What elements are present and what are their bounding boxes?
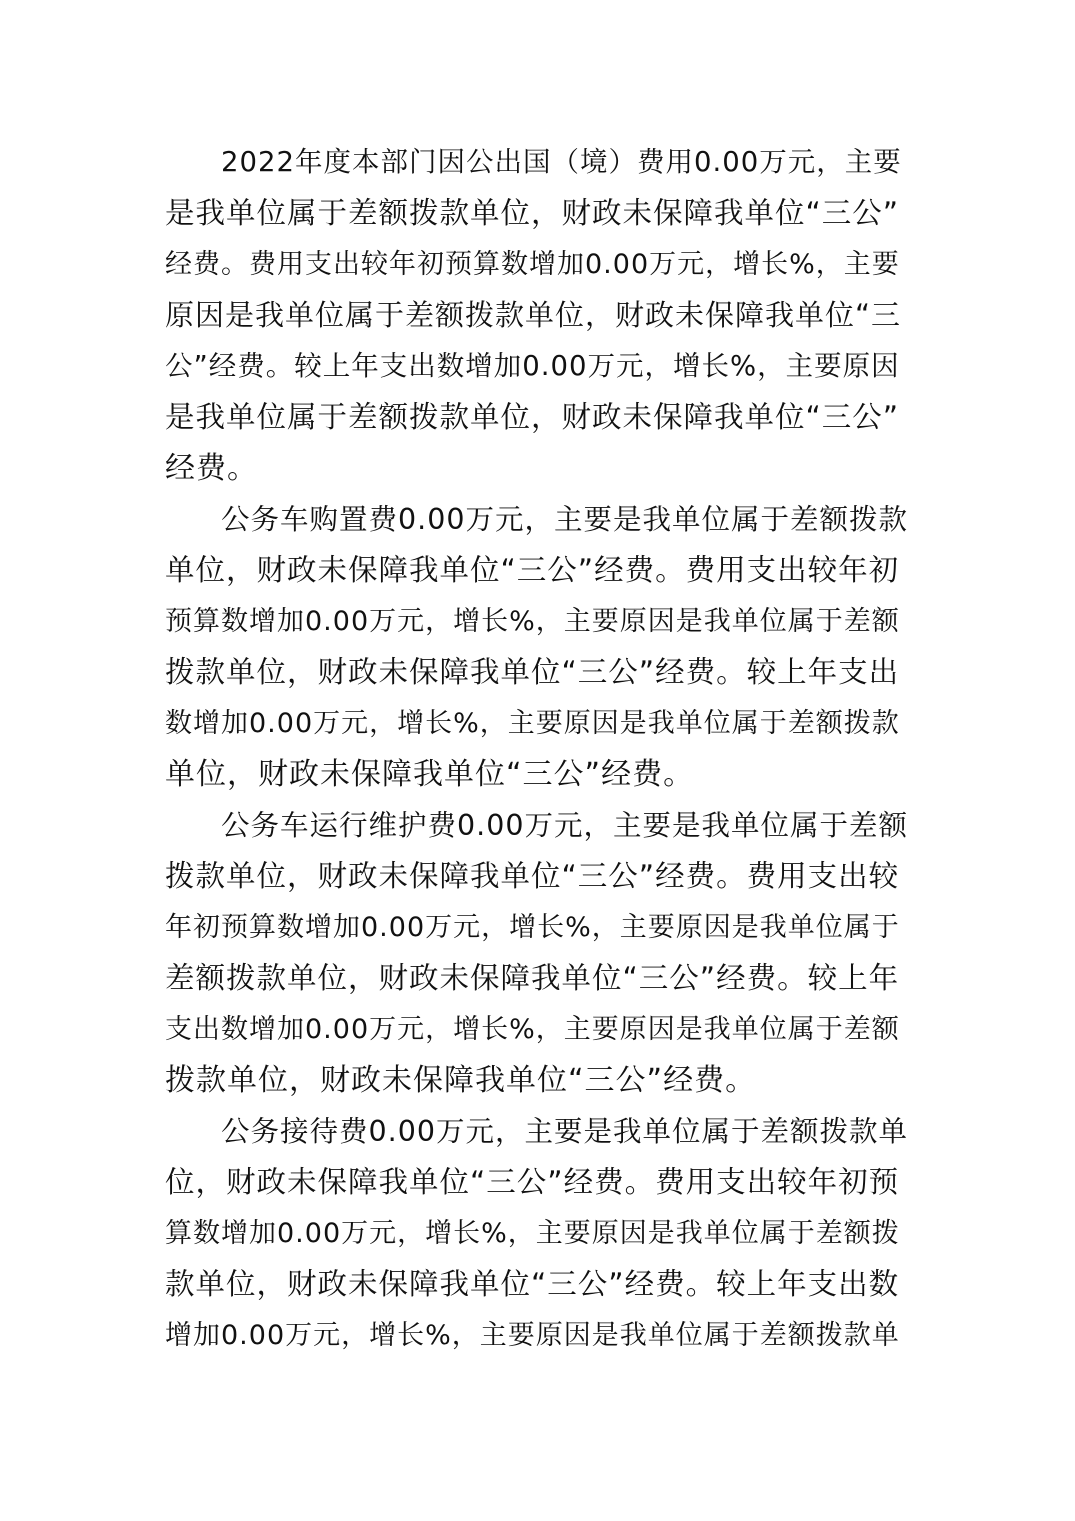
text-line: 公务车运行维护费0.00万元，主要是我单位属于差额	[221, 809, 908, 842]
paragraph-vehicle-purchase	[165, 494, 910, 800]
document-body	[165, 137, 910, 1361]
paragraph-official-reception	[165, 1106, 910, 1361]
text-line: 支出数增加0.00万元，增长%，主要原因是我单位属于差额	[165, 1014, 900, 1045]
text-line: 位，财政未保障我单位“三公”经费。费用支出较年初预	[165, 1165, 900, 1199]
text-line: 经费。	[165, 451, 258, 486]
text-line: 是我单位属于差额拨款单位，财政未保障我单位“三公”	[165, 400, 900, 434]
text-line: 拨款单位，财政未保障我单位“三公”经费。	[165, 1063, 757, 1098]
text-line: 年初预算数增加0.00万元，增长%，主要原因是我单位属于	[165, 912, 900, 943]
text-line: 原因是我单位属于差额拨款单位，财政未保障我单位“三	[165, 298, 902, 332]
text-line: 经费。费用支出较年初预算数增加0.00万元，增长%，主要	[165, 249, 900, 280]
text-line: 单位，财政未保障我单位“三公”经费。	[165, 757, 695, 792]
text-line: 拨款单位，财政未保障我单位“三公”经费。较上年支出	[165, 655, 900, 689]
paragraph-vehicle-maintenance	[165, 800, 910, 1106]
paragraph-outbound-travel	[165, 137, 910, 494]
text-line: 是我单位属于差额拨款单位，财政未保障我单位“三公”	[165, 196, 900, 230]
text-line: 公”经费。较上年支出数增加0.00万元，增长%，主要原因	[165, 350, 900, 382]
text-line: 2022年度本部门因公出国（境）费用0.00万元，主要	[221, 146, 902, 178]
text-line: 公务车购置费0.00万元，主要是我单位属于差额拨款	[221, 503, 908, 536]
text-line: 数增加0.00万元，增长%，主要原因是我单位属于差额拨款	[165, 708, 900, 739]
text-line: 算数增加0.00万元，增长%，主要原因是我单位属于差额拨	[165, 1218, 900, 1249]
text-line: 增加0.00万元，增长%，主要原因是我单位属于差额拨款单	[165, 1320, 900, 1351]
text-line: 款单位，财政未保障我单位“三公”经费。较上年支出数	[165, 1267, 900, 1301]
text-line: 预算数增加0.00万元，增长%，主要原因是我单位属于差额	[165, 606, 900, 637]
text-line: 拨款单位，财政未保障我单位“三公”经费。费用支出较	[165, 859, 900, 893]
text-line: 单位，财政未保障我单位“三公”经费。费用支出较年初	[165, 553, 900, 587]
text-line: 差额拨款单位，财政未保障我单位“三公”经费。较上年	[165, 961, 900, 995]
text-line: 公务接待费0.00万元，主要是我单位属于差额拨款单	[221, 1115, 908, 1148]
